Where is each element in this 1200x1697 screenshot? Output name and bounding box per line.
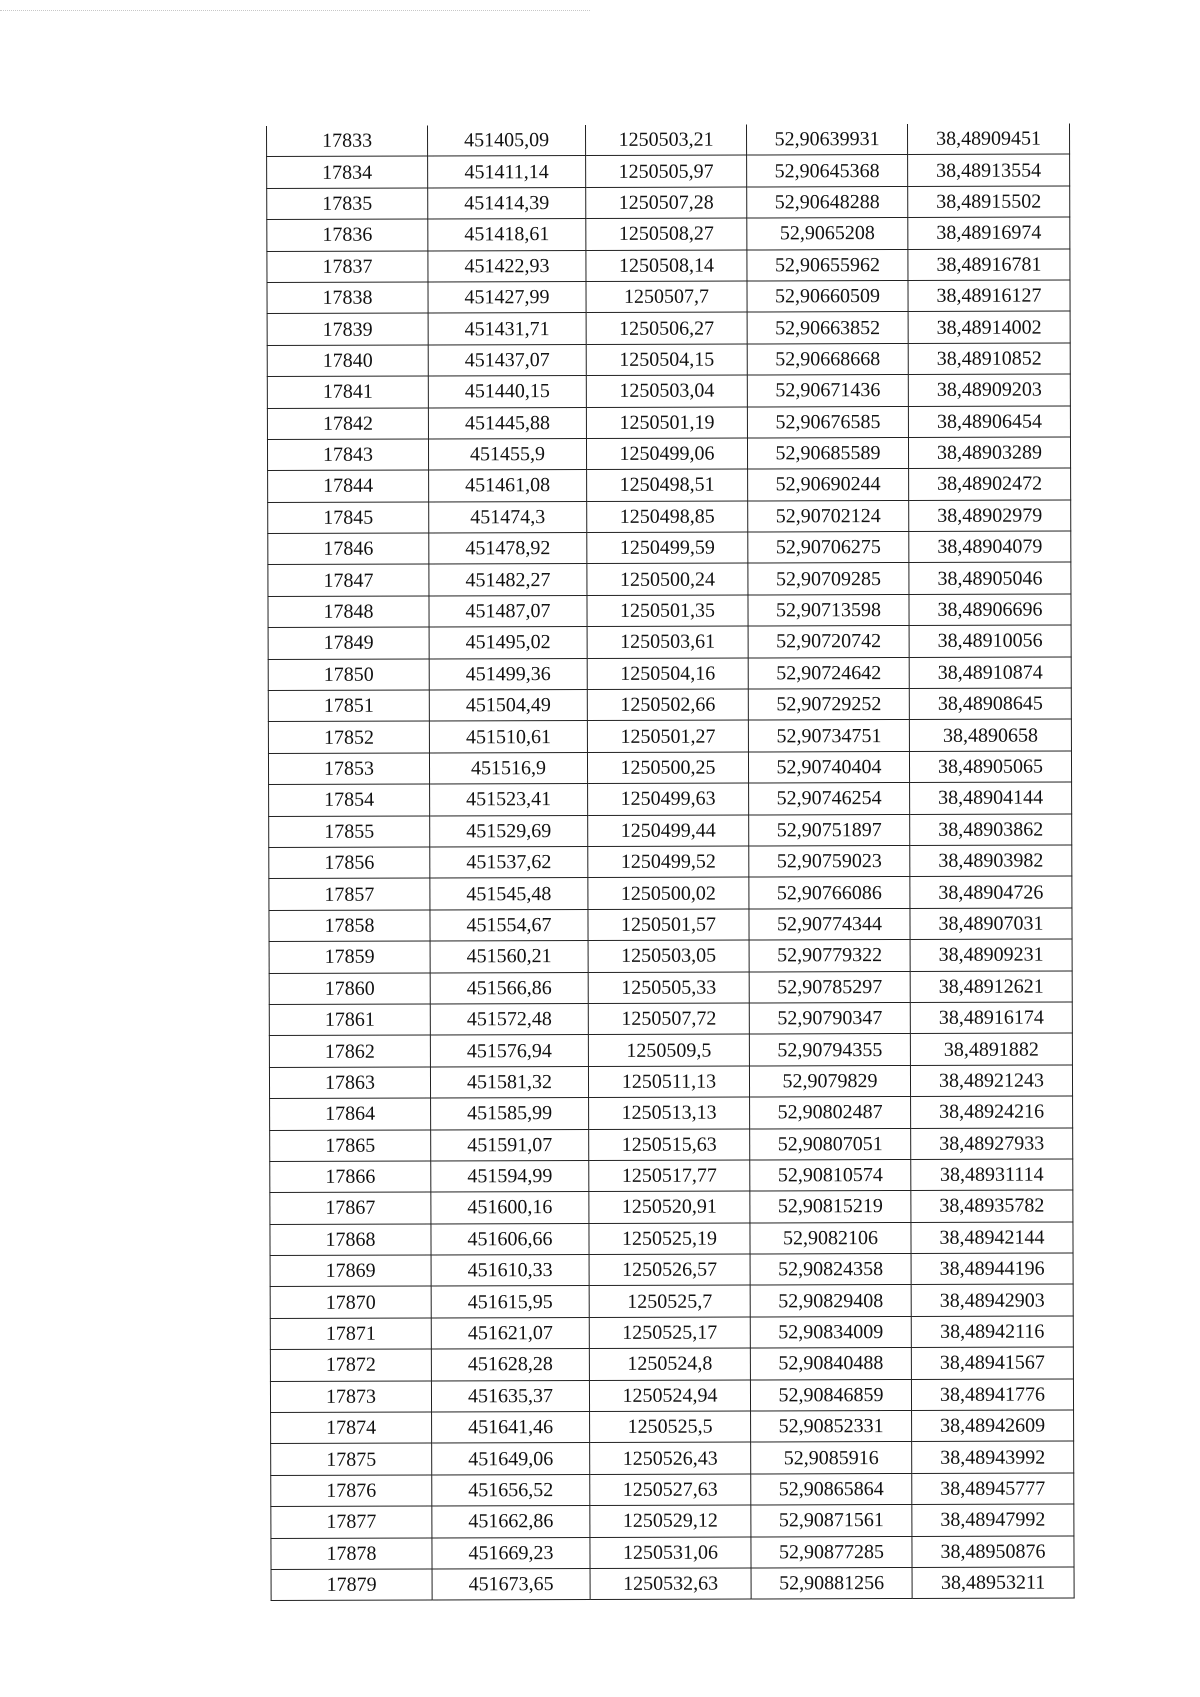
cell-longitude: 38,48941567 (911, 1347, 1073, 1379)
cell-x-coordinate: 451649,06 (432, 1443, 590, 1475)
cell-latitude: 52,90713598 (748, 594, 909, 626)
cell-x-coordinate: 451461,08 (429, 470, 587, 502)
coordinates-table (266, 123, 1075, 1601)
cell-longitude: 38,48908645 (909, 688, 1071, 720)
table-row (271, 1473, 1074, 1507)
table-row (267, 343, 1070, 377)
cell-longitude: 38,48942609 (912, 1410, 1074, 1442)
cell-point-number: 17873 (270, 1381, 431, 1413)
cell-latitude: 52,90846859 (750, 1379, 911, 1411)
table-row (267, 280, 1070, 314)
cell-x-coordinate: 451673,65 (432, 1568, 590, 1600)
cell-latitude: 52,90751897 (749, 814, 910, 846)
table-row (268, 500, 1071, 534)
cell-x-coordinate: 451504,49 (429, 690, 587, 722)
cell-longitude: 38,48902979 (909, 500, 1071, 532)
cell-latitude: 52,90774344 (749, 908, 910, 940)
cell-x-coordinate: 451427,99 (428, 281, 586, 313)
cell-latitude: 52,90709285 (748, 563, 909, 595)
cell-latitude: 52,90639931 (746, 124, 907, 155)
cell-point-number: 17849 (268, 627, 429, 659)
cell-x-coordinate: 451669,23 (432, 1537, 590, 1569)
cell-longitude: 38,48916781 (908, 249, 1070, 281)
cell-x-coordinate: 451482,27 (429, 564, 587, 596)
cell-y-coordinate: 1250498,85 (587, 501, 748, 533)
cell-point-number: 17842 (267, 408, 428, 440)
cell-y-coordinate: 1250507,7 (586, 281, 747, 313)
cell-longitude: 38,48921243 (910, 1065, 1072, 1097)
table-row (270, 1190, 1073, 1224)
cell-point-number: 17871 (270, 1318, 431, 1350)
table-row (270, 1096, 1073, 1130)
table-row (267, 437, 1070, 471)
table-row (268, 594, 1071, 628)
cell-latitude: 52,90685589 (747, 437, 908, 469)
cell-point-number: 17847 (268, 564, 429, 596)
cell-x-coordinate: 451455,9 (428, 438, 586, 470)
cell-latitude: 52,90740404 (748, 751, 909, 783)
table-row (268, 531, 1071, 565)
cell-x-coordinate: 451615,95 (431, 1286, 589, 1318)
cell-y-coordinate: 1250511,13 (588, 1066, 749, 1098)
cell-y-coordinate: 1250500,25 (587, 752, 748, 784)
table-row (268, 688, 1071, 722)
cell-y-coordinate: 1250503,61 (587, 626, 748, 658)
table-row (267, 311, 1070, 345)
cell-latitude: 52,90779322 (749, 940, 910, 972)
cell-latitude: 52,90877285 (751, 1536, 912, 1568)
cell-longitude: 38,48913554 (908, 154, 1070, 186)
cell-latitude: 52,90824358 (750, 1254, 911, 1286)
cell-longitude: 38,48907031 (910, 908, 1072, 940)
cell-y-coordinate: 1250513,13 (589, 1097, 750, 1129)
cell-y-coordinate: 1250500,02 (588, 877, 749, 909)
cell-longitude: 38,48903982 (910, 845, 1072, 877)
cell-point-number: 17879 (271, 1569, 432, 1601)
table-row (267, 217, 1070, 251)
cell-x-coordinate: 451594,99 (431, 1160, 589, 1192)
cell-y-coordinate: 1250504,15 (586, 344, 747, 376)
table-row (269, 939, 1072, 973)
cell-x-coordinate: 451405,09 (427, 125, 585, 156)
cell-x-coordinate: 451610,33 (431, 1255, 589, 1287)
table-row (268, 657, 1071, 691)
cell-longitude: 38,48902472 (909, 468, 1071, 500)
cell-longitude: 38,48935782 (911, 1190, 1073, 1222)
table-row (270, 1284, 1073, 1318)
cell-longitude: 38,48927933 (911, 1127, 1073, 1159)
cell-longitude: 38,48915502 (908, 186, 1070, 218)
cell-latitude: 52,90645368 (747, 155, 908, 187)
cell-point-number: 17853 (268, 753, 429, 785)
cell-longitude: 38,48950876 (912, 1536, 1074, 1568)
cell-y-coordinate: 1250498,51 (587, 469, 748, 501)
cell-longitude: 38,48943992 (912, 1441, 1074, 1473)
cell-latitude: 52,90663852 (747, 312, 908, 344)
cell-longitude: 38,48909451 (907, 123, 1069, 154)
cell-latitude: 52,90834009 (750, 1316, 911, 1348)
cell-x-coordinate: 451635,37 (431, 1380, 589, 1412)
table-row (269, 876, 1072, 910)
cell-longitude: 38,4891882 (910, 1033, 1072, 1065)
cell-latitude: 52,9079829 (749, 1065, 910, 1097)
cell-point-number: 17839 (267, 313, 428, 345)
cell-y-coordinate: 1250515,63 (589, 1128, 750, 1160)
cell-x-coordinate: 451523,41 (430, 784, 588, 816)
cell-latitude: 52,90690244 (748, 469, 909, 501)
cell-x-coordinate: 451529,69 (430, 815, 588, 847)
cell-x-coordinate: 451510,61 (429, 721, 587, 753)
table-row (270, 1127, 1073, 1161)
cell-point-number: 17868 (270, 1224, 431, 1256)
cell-longitude: 38,48931114 (911, 1159, 1073, 1191)
cell-y-coordinate: 1250526,43 (590, 1442, 751, 1474)
cell-latitude: 52,90865864 (751, 1473, 912, 1505)
cell-x-coordinate: 451478,92 (429, 533, 587, 565)
cell-y-coordinate: 1250503,21 (585, 124, 746, 155)
cell-y-coordinate: 1250531,06 (590, 1537, 751, 1569)
cell-latitude: 52,90807051 (750, 1128, 911, 1160)
table-row (269, 1065, 1072, 1099)
cell-point-number: 17854 (269, 784, 430, 816)
table-row (269, 1002, 1072, 1036)
cell-point-number: 17848 (268, 596, 429, 628)
cell-latitude: 52,90729252 (748, 689, 909, 721)
cell-y-coordinate: 1250527,63 (590, 1474, 751, 1506)
cell-y-coordinate: 1250507,72 (588, 1003, 749, 1035)
cell-longitude: 38,48910874 (909, 657, 1071, 689)
cell-point-number: 17858 (269, 910, 430, 942)
cell-x-coordinate: 451431,71 (428, 313, 586, 345)
cell-point-number: 17866 (270, 1161, 431, 1193)
cell-longitude: 38,48947992 (912, 1504, 1074, 1536)
cell-y-coordinate: 1250524,8 (589, 1348, 750, 1380)
cell-longitude: 38,48910852 (908, 343, 1070, 375)
cell-x-coordinate: 451516,9 (429, 752, 587, 784)
cell-longitude: 38,48903289 (908, 437, 1070, 469)
cell-latitude: 52,90794355 (749, 1034, 910, 1066)
cell-y-coordinate: 1250499,06 (586, 438, 747, 470)
cell-latitude: 52,90881256 (751, 1567, 912, 1599)
cell-point-number: 17845 (268, 502, 429, 534)
cell-x-coordinate: 451487,07 (429, 595, 587, 627)
cell-latitude: 52,90655962 (747, 249, 908, 281)
cell-y-coordinate: 1250503,05 (588, 940, 749, 972)
cell-x-coordinate: 451576,94 (430, 1035, 588, 1067)
table-row (271, 1441, 1074, 1475)
cell-point-number: 17875 (271, 1443, 432, 1475)
cell-point-number: 17838 (267, 282, 428, 314)
cell-latitude: 52,90734751 (748, 720, 909, 752)
scan-artifact-line (0, 10, 590, 11)
cell-longitude: 38,48916127 (908, 280, 1070, 312)
table-row (269, 1033, 1072, 1067)
cell-x-coordinate: 451411,14 (428, 156, 586, 188)
cell-y-coordinate: 1250517,77 (589, 1160, 750, 1192)
cell-point-number: 17878 (271, 1538, 432, 1570)
table-row (267, 186, 1070, 220)
cell-latitude: 52,90785297 (749, 971, 910, 1003)
cell-point-number: 17835 (267, 188, 428, 220)
table-row (270, 1159, 1073, 1193)
cell-x-coordinate: 451662,86 (432, 1506, 590, 1538)
cell-x-coordinate: 451585,99 (431, 1098, 589, 1130)
cell-point-number: 17865 (270, 1129, 431, 1161)
cell-latitude: 52,90706275 (748, 532, 909, 564)
cell-longitude: 38,48906696 (909, 594, 1071, 626)
cell-point-number: 17834 (267, 156, 428, 188)
cell-y-coordinate: 1250499,63 (588, 783, 749, 815)
cell-y-coordinate: 1250508,14 (586, 250, 747, 282)
cell-x-coordinate: 451641,46 (432, 1412, 590, 1444)
cell-point-number: 17841 (267, 376, 428, 408)
cell-x-coordinate: 451621,07 (431, 1317, 589, 1349)
cell-point-number: 17837 (267, 251, 428, 283)
cell-y-coordinate: 1250504,16 (587, 658, 748, 690)
cell-latitude: 52,90648288 (747, 186, 908, 218)
cell-point-number: 17872 (270, 1349, 431, 1381)
cell-latitude: 52,90720742 (748, 626, 909, 658)
cell-point-number: 17869 (270, 1255, 431, 1287)
table-row (267, 123, 1070, 156)
cell-longitude: 38,48909231 (910, 939, 1072, 971)
cell-y-coordinate: 1250525,19 (589, 1223, 750, 1255)
cell-y-coordinate: 1250525,5 (590, 1411, 751, 1443)
cell-x-coordinate: 451628,28 (431, 1349, 589, 1381)
cell-y-coordinate: 1250525,17 (589, 1317, 750, 1349)
cell-y-coordinate: 1250506,27 (586, 312, 747, 344)
cell-point-number: 17862 (269, 1035, 430, 1067)
cell-x-coordinate: 451537,62 (430, 846, 588, 878)
cell-point-number: 17870 (270, 1286, 431, 1318)
cell-latitude: 52,90790347 (749, 1002, 910, 1034)
cell-longitude: 38,48914002 (908, 311, 1070, 343)
cell-latitude: 52,90852331 (751, 1410, 912, 1442)
cell-y-coordinate: 1250499,52 (588, 846, 749, 878)
cell-longitude: 38,48910056 (909, 625, 1071, 657)
cell-y-coordinate: 1250503,04 (586, 375, 747, 407)
table-row (267, 374, 1070, 408)
cell-y-coordinate: 1250526,57 (589, 1254, 750, 1286)
cell-point-number: 17874 (271, 1412, 432, 1444)
cell-longitude: 38,48924216 (911, 1096, 1073, 1128)
cell-x-coordinate: 451600,16 (431, 1192, 589, 1224)
cell-longitude: 38,48941776 (911, 1379, 1073, 1411)
cell-latitude: 52,90668668 (747, 343, 908, 375)
table-row (271, 1536, 1074, 1570)
cell-point-number: 17861 (269, 1004, 430, 1036)
table-row (267, 249, 1070, 283)
cell-y-coordinate: 1250501,35 (587, 595, 748, 627)
table-row (269, 908, 1072, 942)
cell-point-number: 17846 (268, 533, 429, 565)
cell-y-coordinate: 1250501,57 (588, 909, 749, 941)
cell-x-coordinate: 451414,39 (428, 187, 586, 219)
cell-y-coordinate: 1250524,94 (589, 1380, 750, 1412)
cell-latitude: 52,90840488 (750, 1348, 911, 1380)
cell-y-coordinate: 1250505,97 (586, 155, 747, 187)
cell-latitude: 52,9085916 (751, 1442, 912, 1474)
table-row (268, 719, 1071, 753)
cell-x-coordinate: 451606,66 (431, 1223, 589, 1255)
cell-y-coordinate: 1250502,66 (587, 689, 748, 721)
cell-longitude: 38,48953211 (912, 1567, 1074, 1599)
cell-latitude: 52,90746254 (749, 783, 910, 815)
cell-point-number: 17859 (269, 941, 430, 973)
table-row (268, 625, 1071, 659)
cell-x-coordinate: 451495,02 (429, 627, 587, 659)
cell-longitude: 38,4890658 (909, 719, 1071, 751)
cell-y-coordinate: 1250525,7 (589, 1285, 750, 1317)
cell-latitude: 52,9082106 (750, 1222, 911, 1254)
cell-longitude: 38,48942116 (911, 1316, 1073, 1348)
cell-point-number: 17843 (267, 439, 428, 471)
table-row (270, 1379, 1073, 1413)
cell-x-coordinate: 451656,52 (432, 1474, 590, 1506)
cell-longitude: 38,48944196 (911, 1253, 1073, 1285)
table-row (270, 1222, 1073, 1256)
table-row (270, 1347, 1073, 1381)
cell-longitude: 38,48945777 (912, 1473, 1074, 1505)
cell-longitude: 38,48942144 (911, 1222, 1073, 1254)
cell-x-coordinate: 451499,36 (429, 658, 587, 690)
cell-point-number: 17836 (267, 219, 428, 251)
cell-x-coordinate: 451545,48 (430, 878, 588, 910)
table-row (268, 468, 1071, 502)
cell-point-number: 17867 (270, 1192, 431, 1224)
cell-y-coordinate: 1250532,63 (590, 1568, 751, 1600)
cell-latitude: 52,90810574 (750, 1159, 911, 1191)
cell-x-coordinate: 451474,3 (429, 501, 587, 533)
cell-x-coordinate: 451554,67 (430, 909, 588, 941)
cell-latitude: 52,90671436 (747, 375, 908, 407)
cell-x-coordinate: 451566,86 (430, 972, 588, 1004)
cell-y-coordinate: 1250505,33 (588, 972, 749, 1004)
cell-x-coordinate: 451591,07 (431, 1129, 589, 1161)
cell-point-number: 17833 (267, 125, 428, 156)
cell-point-number: 17864 (270, 1098, 431, 1130)
table-row (268, 562, 1071, 596)
table-row (269, 814, 1072, 848)
table-row (269, 782, 1072, 816)
cell-x-coordinate: 451440,15 (428, 376, 586, 408)
cell-longitude: 38,48903862 (910, 814, 1072, 846)
cell-y-coordinate: 1250501,27 (587, 720, 748, 752)
cell-y-coordinate: 1250520,91 (589, 1191, 750, 1223)
cell-longitude: 38,48916174 (910, 1002, 1072, 1034)
coordinates-table-body (267, 123, 1075, 1600)
cell-latitude: 52,90702124 (748, 500, 909, 532)
table-row (269, 971, 1072, 1005)
cell-longitude: 38,48912621 (910, 971, 1072, 1003)
cell-longitude: 38,48942903 (911, 1284, 1073, 1316)
cell-longitude: 38,48916974 (908, 217, 1070, 249)
cell-y-coordinate: 1250501,19 (586, 407, 747, 439)
cell-point-number: 17876 (271, 1475, 432, 1507)
cell-point-number: 17850 (268, 659, 429, 691)
cell-point-number: 17851 (268, 690, 429, 722)
cell-x-coordinate: 451418,61 (428, 219, 586, 251)
cell-latitude: 52,90871561 (751, 1505, 912, 1537)
cell-longitude: 38,48904144 (910, 782, 1072, 814)
cell-latitude: 52,90759023 (749, 845, 910, 877)
cell-point-number: 17877 (271, 1506, 432, 1538)
cell-x-coordinate: 451572,48 (430, 1003, 588, 1035)
cell-latitude: 52,90676585 (747, 406, 908, 438)
cell-point-number: 17844 (268, 470, 429, 502)
cell-x-coordinate: 451560,21 (430, 941, 588, 973)
cell-y-coordinate: 1250529,12 (590, 1505, 751, 1537)
cell-y-coordinate: 1250509,5 (588, 1034, 749, 1066)
cell-point-number: 17863 (269, 1067, 430, 1099)
cell-longitude: 38,48904079 (909, 531, 1071, 563)
cell-latitude: 52,90802487 (750, 1097, 911, 1129)
cell-longitude: 38,48905046 (909, 562, 1071, 594)
cell-longitude: 38,48909203 (908, 374, 1070, 406)
cell-point-number: 17860 (269, 973, 430, 1005)
cell-latitude: 52,90829408 (750, 1285, 911, 1317)
cell-x-coordinate: 451445,88 (428, 407, 586, 439)
cell-point-number: 17857 (269, 878, 430, 910)
table-row (269, 845, 1072, 879)
cell-latitude: 52,90766086 (749, 877, 910, 909)
cell-x-coordinate: 451581,32 (430, 1066, 588, 1098)
cell-point-number: 17840 (267, 345, 428, 377)
cell-y-coordinate: 1250507,28 (586, 187, 747, 219)
cell-y-coordinate: 1250499,44 (588, 815, 749, 847)
cell-point-number: 17855 (269, 816, 430, 848)
cell-latitude: 52,90660509 (747, 280, 908, 312)
cell-longitude: 38,48904726 (910, 876, 1072, 908)
cell-y-coordinate: 1250500,24 (587, 563, 748, 595)
table-row (270, 1316, 1073, 1350)
table-row (267, 154, 1070, 188)
table-row (270, 1253, 1073, 1287)
cell-latitude: 52,90815219 (750, 1191, 911, 1223)
table-row (268, 751, 1071, 785)
cell-longitude: 38,48905065 (909, 751, 1071, 783)
table-row (271, 1410, 1074, 1444)
cell-x-coordinate: 451437,07 (428, 344, 586, 376)
cell-point-number: 17856 (269, 847, 430, 879)
cell-longitude: 38,48906454 (908, 405, 1070, 437)
cell-x-coordinate: 451422,93 (428, 250, 586, 282)
cell-latitude: 52,9065208 (747, 218, 908, 250)
cell-point-number: 17852 (268, 721, 429, 753)
cell-y-coordinate: 1250508,27 (586, 218, 747, 250)
table-row (267, 405, 1070, 439)
cell-y-coordinate: 1250499,59 (587, 532, 748, 564)
table-row (271, 1567, 1074, 1601)
cell-latitude: 52,90724642 (748, 657, 909, 689)
table-row (271, 1504, 1074, 1538)
